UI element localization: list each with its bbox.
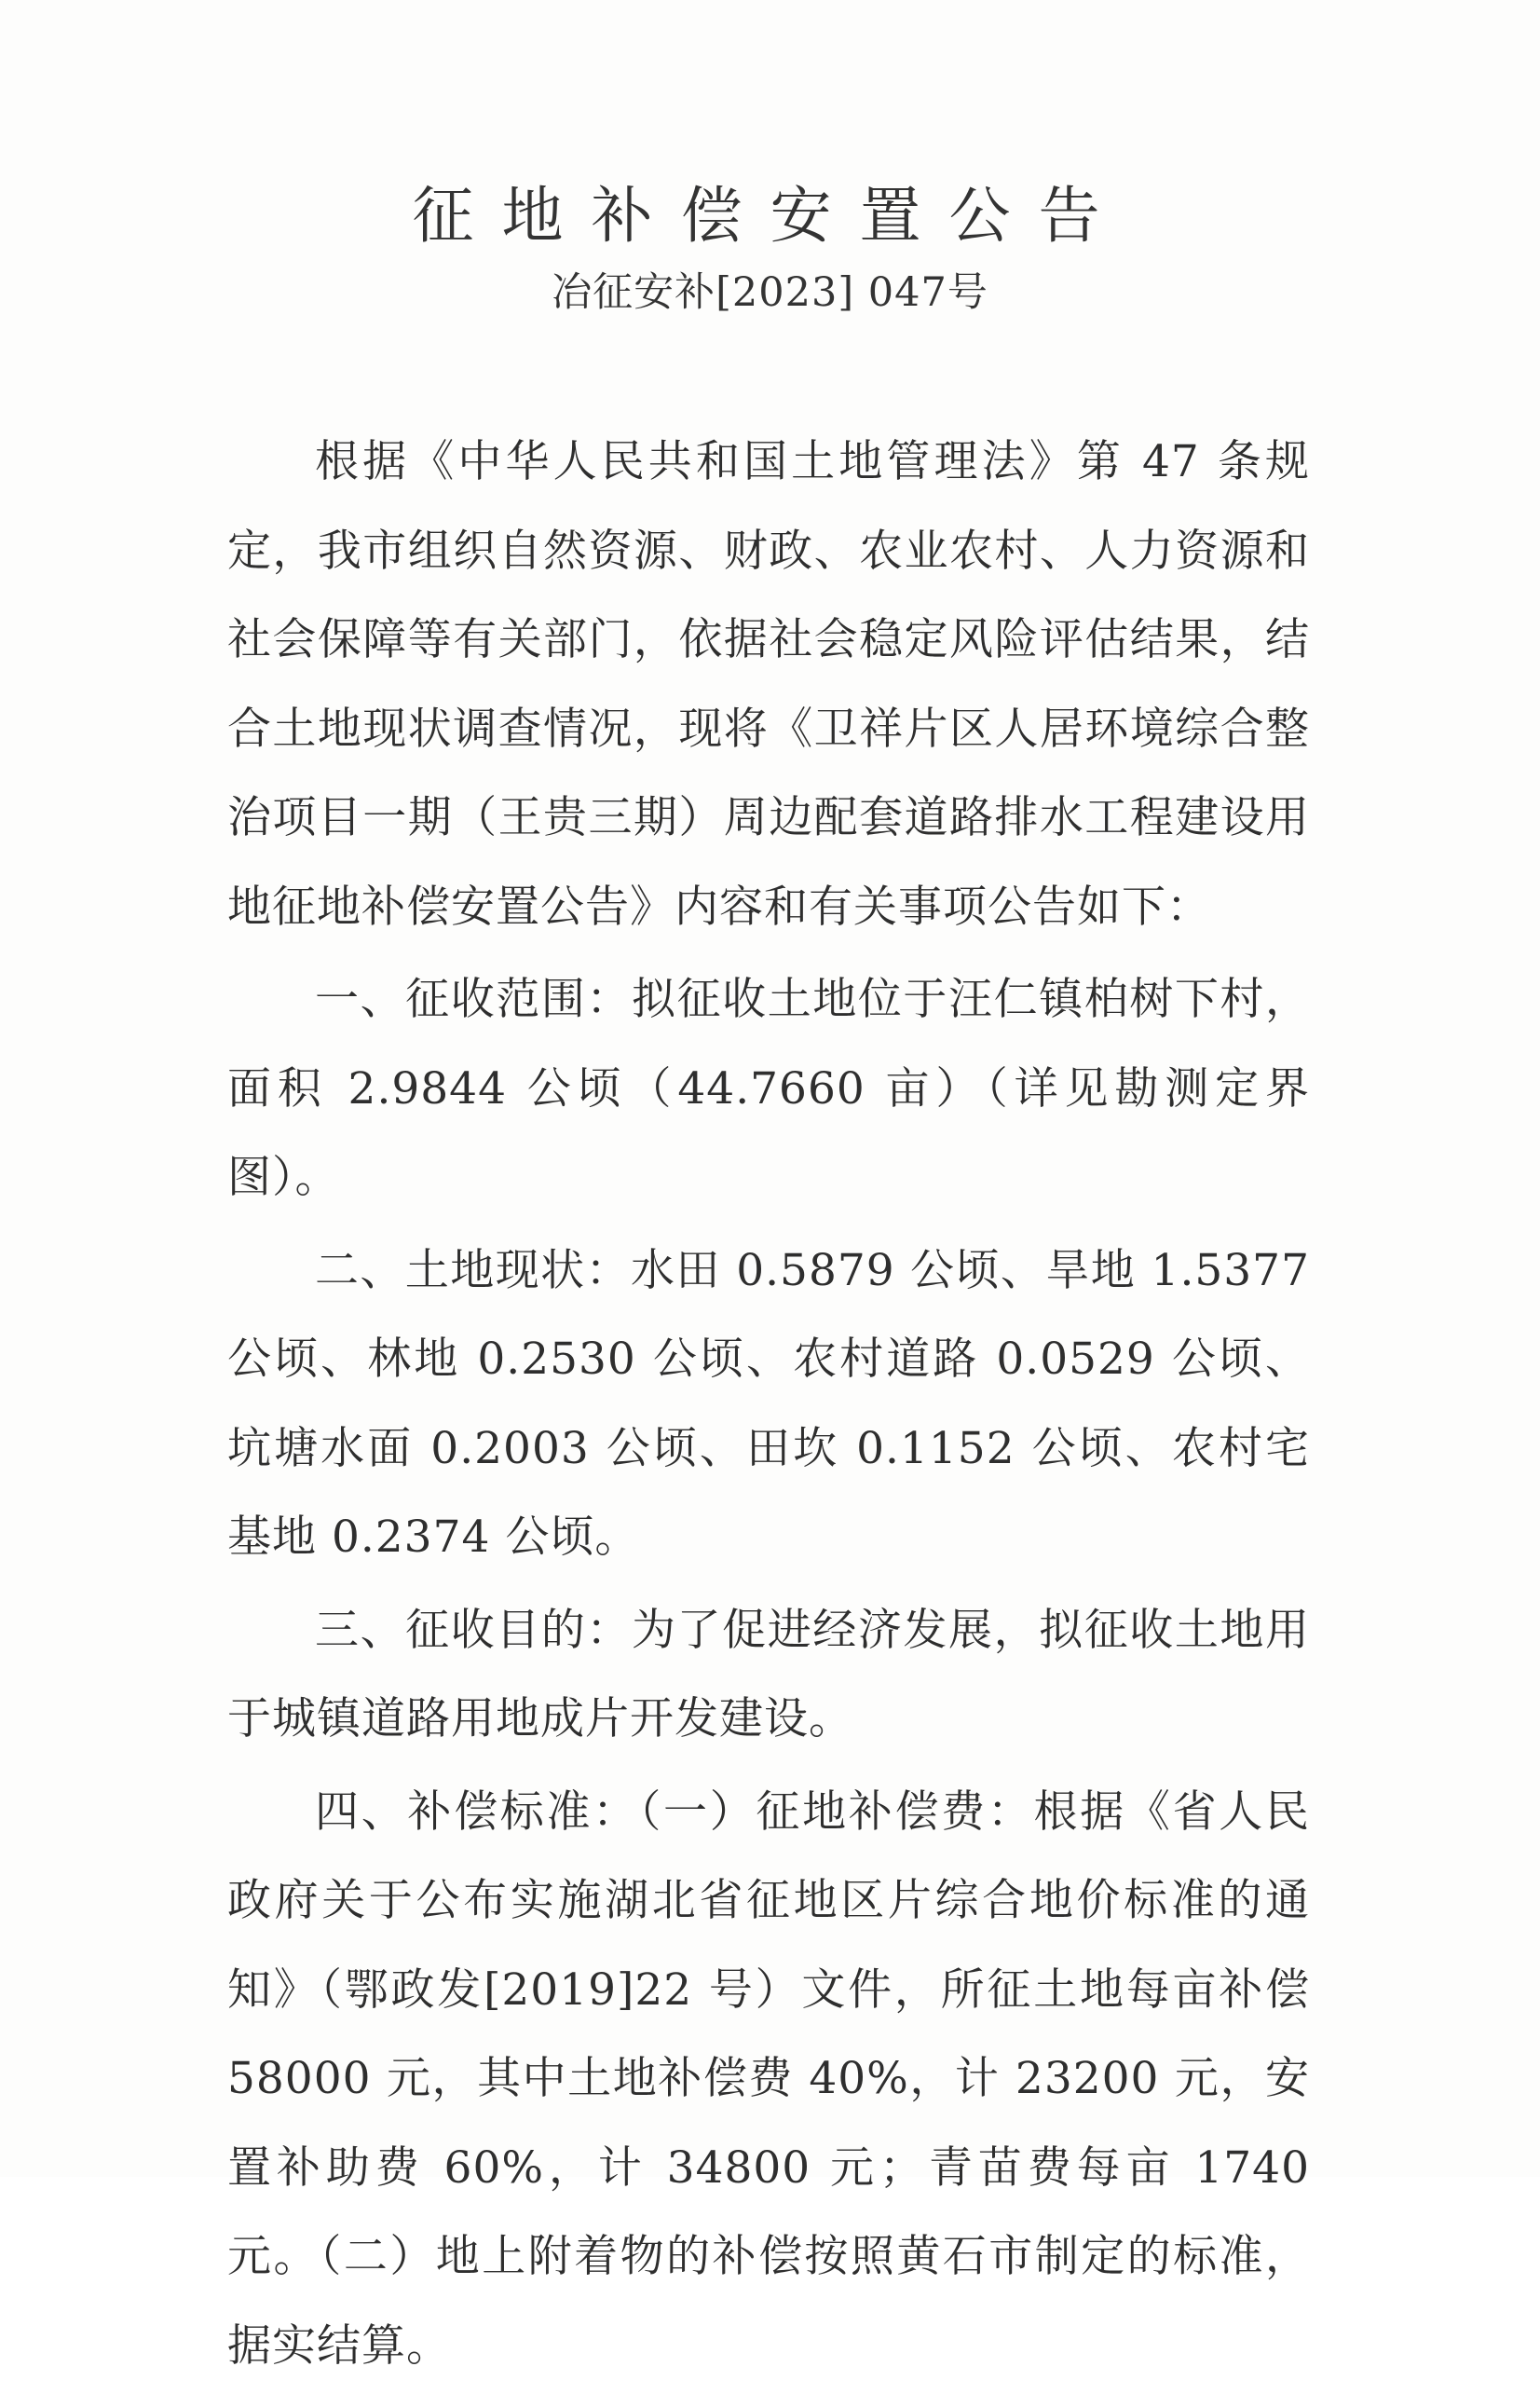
paragraph-land-status: 二、土地现状：水田 0.5879 公顷、旱地 1.5377 公顷、林地 0.2530 公顷、农村道路 0.0529 公顷、坑塘水面 0.2003 公顷、田坎 0.1152 公顷、农村宅基地 0.2374 公顷。 [227,1244,1310,1563]
document-body [227,417,1310,2394]
paragraph-scope: 一、征收范围：拟征收土地位于汪仁镇柏树下村，面积 2.9844 公顷（44.7660 亩）（详见勘测定界图）。 [227,974,1310,1203]
paragraph-purpose: 三、征收目的：为了促进经济发展，拟征收土地用于城镇道路用地成片开发建设。 [227,1604,1310,1744]
paragraph-compensation: 四、补偿标准：（一）征地补偿费：根据《省人民政府关于公布实施湖北省征地区片综合地价标准的通知》（鄂政发[2019]22 号）文件，所征土地每亩补偿 58000 元，其中土地补偿费 40%，计 23200 元，安置补助费 60%，计 34800 元；青苗费每亩 1740 元。（二）地上附着物的补偿按照黄石市制定的标准，据实结算。 [227,1785,1310,2372]
document-number: 冶征安补[2023] 047号 [552,269,988,316]
page-title: 征地补偿安置公告 [412,180,1128,252]
paragraph-intro: 根据《中华人民共和国土地管理法》第 47 条规定，我市组织自然资源、财政、农业农村、人力资源和社会保障等有关部门，依据社会稳定风险评估结果，结合土地现状调查情况，现将《卫祥片区人居环境综合整治项目一期（王贵三期）周边配套道路排水工程建设用地征地补偿安置公告》内容和有关事项公告如下： [227,436,1310,933]
